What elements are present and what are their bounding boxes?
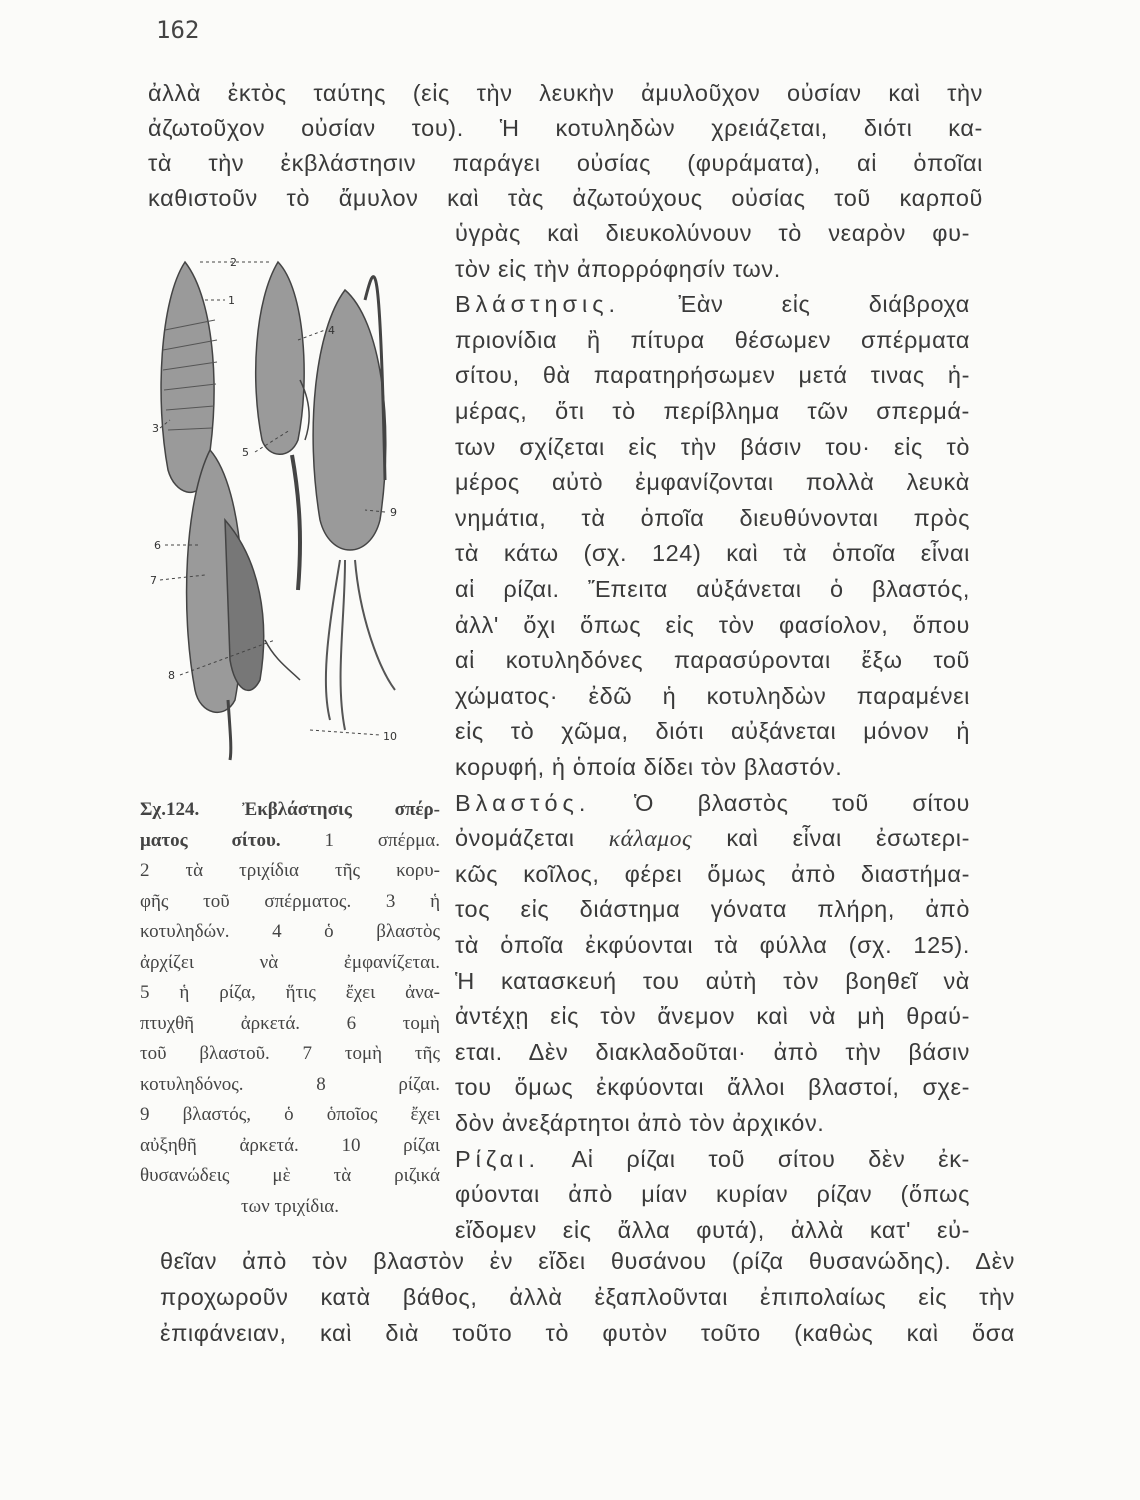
text-line: κορυφή, ἡ ὁποία δίδει τὸν βλαστόν. xyxy=(455,754,843,780)
emphasis-text: κάλαμος xyxy=(608,826,693,853)
text-line: αἱ κοτυληδόνες παρασύρονται ἔξω τοῦ xyxy=(455,647,970,674)
text-line: τὰ κάτω (σχ. 124) καὶ τὰ ὁποῖα εἶναι xyxy=(455,540,970,567)
figure-caption-line: 9 βλαστός, ὁ ὁποῖος ἔχει xyxy=(140,1104,440,1125)
text-line: σίτου, θὰ παρατηρήσωμεν μετά τινας ἡ- xyxy=(455,362,970,389)
text-line xyxy=(455,788,970,818)
text-line: μέρας, ὅτι τὸ περίβλημα τῶν σπερμά- xyxy=(455,398,970,424)
figure-caption-line: τοῦ βλαστοῦ. 7 τομὴ τῆς xyxy=(140,1043,440,1064)
page-number: 162 xyxy=(156,16,200,44)
text-line: τὰ τὴν ἐκβλάστησιν παράγει οὐσίας (φυράματα), αἱ ὁποῖαι xyxy=(148,150,983,176)
figure-label-5: 5 xyxy=(242,446,249,459)
seedling-illustration xyxy=(313,290,386,550)
figure-caption-line: των τριχίδια. xyxy=(240,1195,340,1217)
text-line: προχωροῦν κατὰ βάθος, ἀλλὰ ἐξαπλοῦνται ἐπιπολαίως εἰς τὴν xyxy=(160,1284,1015,1310)
section-heading: Βλαστός. xyxy=(455,789,591,816)
text-line: δὸν ἀνεξάρτητοι ἀπὸ τὸν ἀρχικόν. xyxy=(455,1110,825,1136)
text-segment: Ἐὰν εἰς διάβροχα xyxy=(620,291,970,318)
text-segment: Ὁ βλαστὸς τοῦ σίτου xyxy=(590,789,970,816)
figure-label-6: 6 xyxy=(154,539,161,552)
text-line: ἀλλ' ὄχι ὅπως εἰς τὸν φασίολον, ὅπου xyxy=(455,611,970,638)
text-line: καθιστοῦν τὸ ἄμυλον καὶ τὰς ἀζωτούχους οὐσίας τοῦ καρποῦ xyxy=(148,185,983,211)
seed-with-sprout-illustration xyxy=(256,262,304,454)
text-line: τὰ ὁποῖα ἐκφύονται τὰ φύλλα (σχ. 125). xyxy=(455,932,970,958)
text-line: ἀντέχῃ εἰς τὸν ἄνεμον καὶ νὰ μὴ θραύ- xyxy=(455,1003,970,1030)
text-segment: ὀνομάζεται xyxy=(455,825,609,852)
figure-caption-line: αὐξηθῆ ἀρκετά. 10 ρίζαι xyxy=(140,1134,440,1156)
figure-label-8: 8 xyxy=(168,669,175,682)
figure-caption-line: πτυχθῆ ἀρκετά. 6 τομὴ xyxy=(140,1012,440,1034)
figure-caption-line: 5 ἡ ρίζα, ἥτις ἔχει ἀνα- xyxy=(140,982,440,1003)
figure-caption-line: κοτυληδών. 4 ὁ βλαστὸς xyxy=(140,921,440,942)
section-heading: Βλάστησις. xyxy=(455,291,621,318)
text-line: νημάτια, τὰ ὁποῖα διευθύνονται πρὸς xyxy=(455,504,970,531)
figure-label-3: 3 xyxy=(152,422,159,435)
text-line: ὑγρὰς καὶ διευκολύνουν τὸ νεαρὸν φυ- xyxy=(455,220,970,246)
text-line: ἀζωτοῦχον οὐσίαν του). Ἡ κοτυληδὼν χρειάζεται, διότι κα- xyxy=(148,115,983,141)
text-line xyxy=(455,289,970,319)
text-line: πριονίδια ἢ πίτυρα θέσωμεν σπέρματα xyxy=(455,326,970,353)
text-line: του ὅμως ἐκφύονται ἄλλοι βλαστοί, σχε- xyxy=(455,1074,970,1101)
text-line: κῶς κοῖλος, φέρει ὅμως ἀπὸ διαστήμα- xyxy=(455,860,970,887)
text-line: τὸν εἰς τὴν ἀπορρόφησίν των. xyxy=(455,255,781,282)
text-segment: Σχ.124. Ἐκβλάστησις σπέρ- xyxy=(140,799,440,820)
text-line xyxy=(455,1144,970,1174)
figure-label-10: 10 xyxy=(383,730,397,743)
text-segment: ματος σίτου. xyxy=(140,829,281,851)
text-segment: 1 σπέρμα. xyxy=(280,829,441,851)
figure-caption-line xyxy=(140,826,440,856)
text-line: εἰς τὸ χῶμα, διότι αὐξάνεται μόνον ἡ xyxy=(455,718,970,745)
figure-caption-line: ἀρχίζει νὰ ἐμφανίζεται. xyxy=(140,951,440,973)
text-segment: Αἱ ρίζαι τοῦ σίτου δὲν ἐκ- xyxy=(540,1145,970,1172)
figure-label-1: 1 xyxy=(228,294,235,307)
figure-caption-line: κοτυληδόνος. 8 ρίζαι. xyxy=(140,1073,440,1095)
figure-label-4: 4 xyxy=(328,324,335,337)
figure-caption-line: 2 τὰ τριχίδια τῆς κορυ- xyxy=(140,860,440,881)
text-line: αἱ ρίζαι. Ἔπειτα αὐξάνεται ὁ βλαστός, xyxy=(455,576,970,602)
text-line: ἀλλὰ ἐκτὸς ταύτης (εἰς τὴν λευκὴν ἀμυλοῦχον οὐσίαν καὶ τὴν xyxy=(148,80,983,106)
text-line: φύονται ἀπὸ μίαν κυρίαν ρίζαν (ὅπως xyxy=(455,1181,970,1208)
text-line: τος εἰς διάστημα γόνατα πλήρη, ἀπὸ xyxy=(455,896,970,923)
figure-caption-line: φῆς τοῦ σπέρματος. 3 ἡ xyxy=(140,890,440,912)
figure-caption-line xyxy=(140,795,440,825)
text-line: θεῖαν ἀπὸ τὸν βλαστὸν ἐν εἴδει θυσάνου (ρίζα θυσανώδης). Δὲν xyxy=(160,1248,1015,1274)
text-segment: καὶ εἶναι ἐσωτερι- xyxy=(692,825,970,852)
text-line: μέρος αὐτὸ ἐμφανίζονται πολλὰ λευκὰ xyxy=(455,469,970,496)
figure-label-2: 2 xyxy=(230,256,237,269)
figure-caption-line: θυσανώδεις μὲ τὰ ριζικά xyxy=(140,1165,440,1186)
text-line xyxy=(455,823,970,853)
text-line: εἴδομεν εἰς ἄλλα φυτά), ἀλλὰ κατ' εὐ- xyxy=(455,1216,970,1243)
text-line: Ἡ κατασκευή του αὐτὴ τὸν βοηθεῖ νὰ xyxy=(455,967,970,994)
text-line: εται. Δὲν διακλαδοῦται· ἀπὸ τὴν βάσιν xyxy=(455,1038,970,1065)
text-line: των σχίζεται εἰς τὴν βάσιν του· εἰς τὸ xyxy=(455,433,970,460)
text-line: ἐπιφάνειαν, καὶ διὰ τοῦτο τὸ φυτὸν τοῦτο (καθὼς καὶ ὅσα xyxy=(160,1320,1015,1346)
text-line: χώματος· ἐδῶ ἡ κοτυληδὼν παραμένει xyxy=(455,682,970,709)
section-heading: Ρίζαι. xyxy=(455,1145,541,1172)
figure-label-9: 9 xyxy=(390,506,397,519)
figure-label-7: 7 xyxy=(150,574,157,587)
